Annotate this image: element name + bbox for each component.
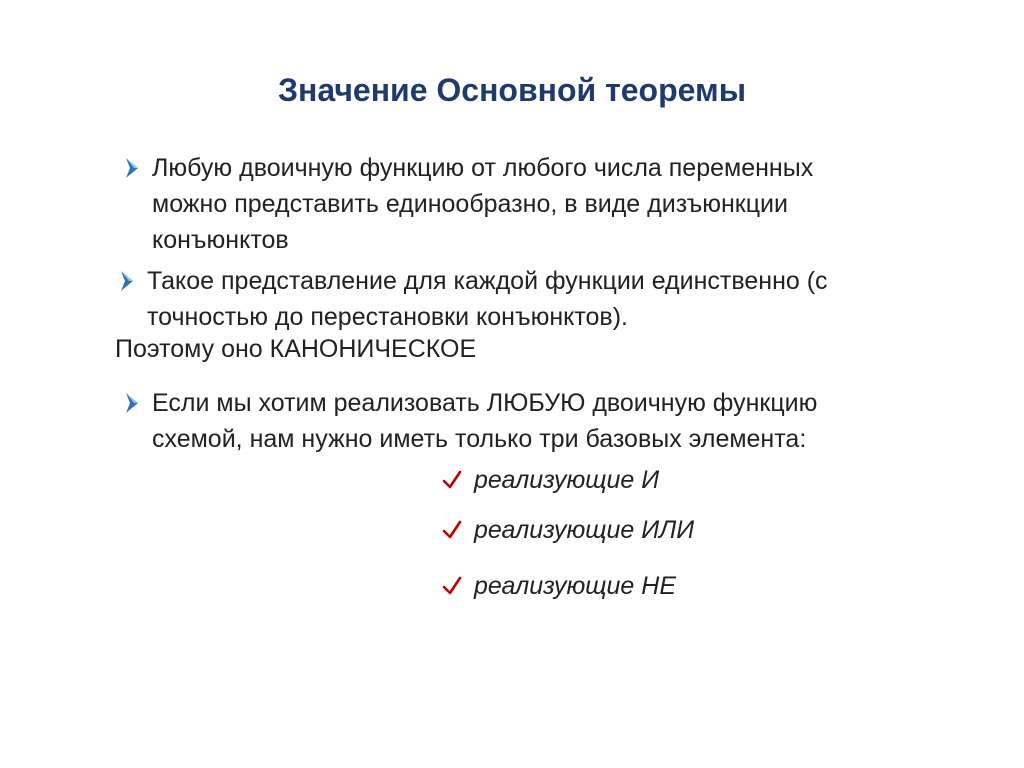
check-text-not: реализующие НЕ	[474, 572, 677, 600]
bullet-text-3: Если мы хотим реализовать ЛЮБУЮ двоичную функцию схемой, нам нужно иметь только три базовых элемента:	[152, 389, 818, 453]
check-text-or: реализующие ИЛИ	[474, 516, 695, 544]
bullet-text-2: Такое представление для каждой функции единственно (с точностью до перестановки конъюнктов).	[147, 267, 828, 331]
checkmark-icon	[440, 518, 464, 542]
arrow-bullet-icon	[115, 265, 143, 297]
arrow-bullet-icon	[120, 152, 148, 184]
canonical-note: Поэтому оно КАНОНИЧЕСКОЕ	[115, 335, 477, 363]
checkmark-icon	[440, 574, 464, 598]
slide-title: Значение Основной теоремы	[277, 72, 747, 108]
check-item-and	[440, 462, 659, 498]
bullet-text-1: Любую двоичную функцию от любого числа переменных можно представить единообразно, в виде дизъюнкции конъюнктов	[152, 154, 814, 254]
checkmark-icon	[440, 468, 464, 492]
check-item-not	[440, 568, 676, 604]
check-text-and: реализующие И	[474, 466, 660, 494]
bullet-item-1	[120, 150, 880, 258]
check-item-or	[440, 512, 694, 548]
arrow-bullet-icon	[120, 387, 148, 419]
bullet-item-3	[120, 385, 880, 457]
bullet-item-2	[115, 263, 875, 335]
